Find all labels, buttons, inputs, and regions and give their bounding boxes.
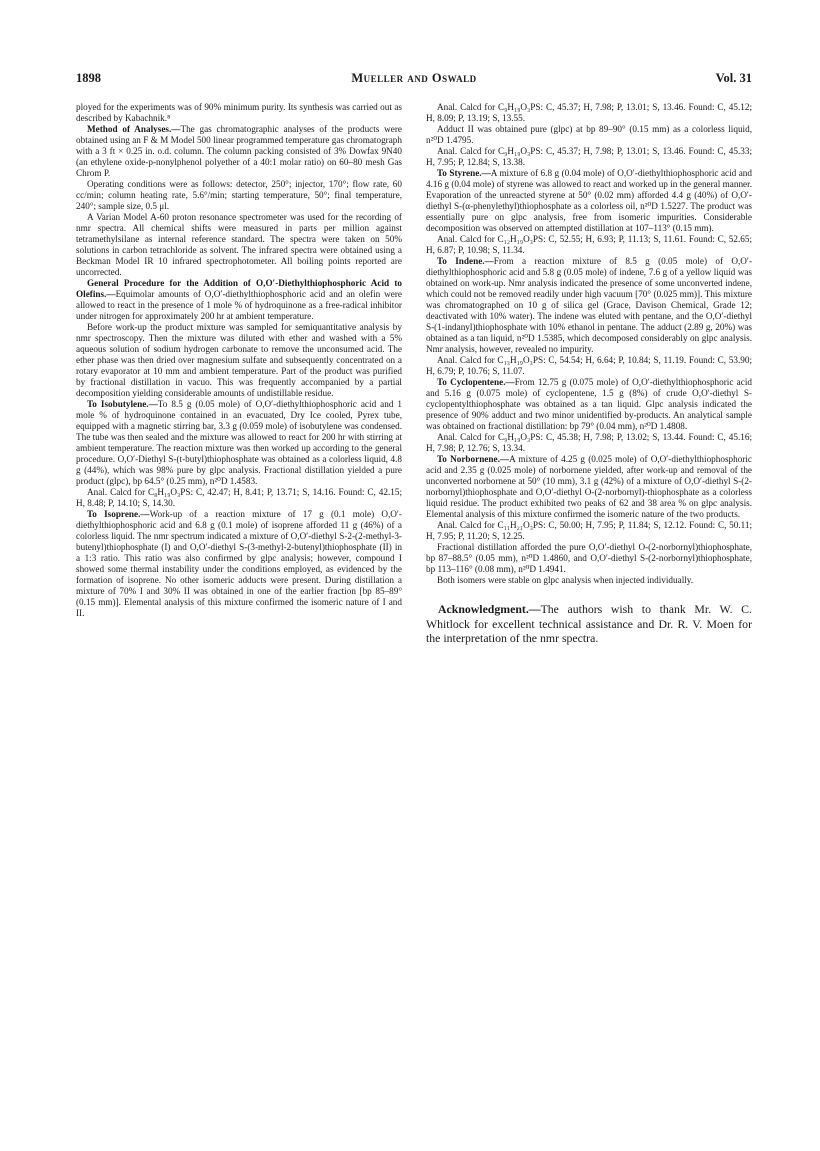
paragraph bbox=[76, 278, 402, 322]
paragraph bbox=[426, 168, 752, 234]
paragraph bbox=[426, 377, 752, 432]
paragraph-text: Anal. Calcd for C₉H₁₉O₃PS: C, 45.38; H, 7.98; P, 13.02; S, 13.44. Found: C, 45.16; H, 7.98; P, 12.76; S, 13.34. bbox=[426, 432, 752, 453]
section-heading: Method of Analyses.— bbox=[87, 124, 181, 134]
paragraph-text: To 8.5 g (0.05 mole) of O,O′-diethylthiophosphoric acid and 1 mole % of hydroquinone contained in an evacuated, Dry Ice cooled, Pyrex tube, equipped with a magnetic stirring bar, 3.3 g (0.059 mole) of isobutylene was condensed. The tube was then sealed and the mixture was allowed to react for 200 hr with stirring at ambient temperature. The reaction mixture was then worked up according to the general procedure. O,O′-Diethyl S-(t-butyl)thiophosphate was obtained as a colorless liquid, 4.8 g (44%), which was 98% pure by glpc analysis. Fractional distillation yielded a pure product (glpc), bp 64.5° (0.25 mm), n²⁰D 1.4583. bbox=[76, 399, 402, 486]
acknowledgment-heading: Acknowledgment.— bbox=[438, 602, 541, 616]
paragraph-text: A mixture of 4.25 g (0.025 mole) of O,O′-diethylthiophosphoric acid and 2.35 g (0.025 mole) of norbornene yielded, after work-up and removal of the unconverted norbornene at 50° (10 mm), 3.1 g (42%) of a mixture of O,O′-diethyl S-(2-norbornyl)thiophosphate and O,O′-diethyl O-(2-norbornyl)-thiophosphate as a colorless liquid residue. The product exhibited two peaks of 62 and 38 area % on glpc analysis. Elemental analysis of this mixture confirmed the isomeric nature of the two products. bbox=[426, 454, 752, 519]
paragraph bbox=[426, 256, 752, 355]
paragraph-text: Work-up of a reaction mixture of 17 g (0.1 mole) O,O′-diethylthiophosphoric acid and 6.8 g (0.1 mole) of isoprene afforded 11 g (46%) of a colorless liquid. The nmr spectrum indicated a mixture of O,O′-diethyl S-2-(2-methyl-3-butenyl)thiophosphate (I) and O,O′-diethyl S-(3-methyl-2-butenyl)thiophosphate (II) in a 1:3 ratio. This ratio was also confirmed by glpc analysis; however, compound I showed some thermal instability under the conditions employed, as evidenced by the formation of isoprene. No other isomeric adducts were present. During distillation a mixture of 70% I and 30% II was obtained in one of the earlier fraction [bp 85–89° (0.15 mm)]. Elemental analysis of this mixture confirmed the isomeric nature of I and II. bbox=[76, 509, 402, 618]
paragraph-text: Anal. Calcd for C₁₃H₁₉O₃PS: C, 54.54; H, 6.64; P, 10.84; S, 11.19. Found: C, 53.90; H, 6.79; P, 10.76; S, 11.07. bbox=[426, 355, 752, 376]
paragraph bbox=[426, 542, 752, 575]
paragraph-text: Anal. Calcd for C₁₁H₂₁O₃PS: C, 50.00; H, 7.95; P, 11.84; S, 12.12. Found: C, 50.11; H, 7.95; P, 11.20; S, 12.25. bbox=[426, 520, 752, 541]
right-column-paragraphs bbox=[426, 102, 752, 586]
page-number: 1898 bbox=[76, 71, 101, 85]
paragraph bbox=[426, 454, 752, 520]
section-heading: General Procedure for the Addition of O,O′-Diethylthiophosphoric Acid to Olefins.— bbox=[76, 278, 402, 299]
paragraph bbox=[76, 322, 402, 399]
paragraph-text: Equimolar amounts of O,O′-diethylthiophosphoric acid and an olefin were allowed to react in the presence of 1 mole % of hydroquinone as a free-radical inhibitor under nitrogen for approximately 200 hr at ambient temperature. bbox=[76, 289, 402, 321]
paragraph bbox=[426, 102, 752, 124]
volume-label: Vol. 31 bbox=[715, 71, 752, 85]
section-heading: To Styrene.— bbox=[437, 168, 491, 178]
page-header bbox=[76, 71, 752, 87]
paragraph-text: From a reaction mixture of 8.5 g (0.05 mole) of O,O′-diethylthiophosphoric acid and 5.8 g (0.05 mole) of indene, 7.6 g of a yellow liquid was obtained on work-up. Nmr analysis indicated the presence of some unconverted indene, which could not be removed readily under high vacuum [70° (0.025 mm)]. This mixture was chromatographed on 10 g of silica gel (Grace, Davison Chemical, Grade 12; deactivated with 10% water). The indene was eluted with pentane, and the O,O′-diethyl S-(1-indanyl)thiophosphate with 10% ethanol in pentane. The adduct (2.89 g, 20%) was obtained as a tan liquid, n²⁰D 1.5385, which decomposed considerably on glpc analysis. Nmr analysis, however, revealed no impurity. bbox=[426, 256, 752, 354]
left-column bbox=[76, 102, 402, 619]
paragraph-text: ployed for the experiments was of 90% minimum purity. Its synthesis was carried out as described by Kabachnik.⁸ bbox=[76, 102, 402, 123]
paragraph bbox=[76, 487, 402, 509]
paragraph bbox=[426, 146, 752, 168]
paragraph bbox=[426, 575, 752, 586]
running-title: Mueller and Oswald bbox=[351, 71, 477, 85]
paragraph bbox=[426, 234, 752, 256]
paragraph-text: Anal. Calcd for C₈H₁₉O₃PS: C, 42.47; H, 8.41; P, 13.71; S, 14.16. Found: C, 42.15; H, 8.48; P, 14.10; S, 14.30. bbox=[76, 487, 402, 508]
paragraph bbox=[426, 355, 752, 377]
section-heading: To Indene.— bbox=[437, 256, 494, 266]
acknowledgment bbox=[426, 602, 752, 646]
paragraph-text: Before work-up the product mixture was sampled for semiquantitative analysis by nmr spectroscopy. Then the mixture was diluted with ether and washed with a 5% aqueous solution of sodium hydrogen carbonate to remove the unconsumed acid. The ether phase was then dried over magnesium sulfate and subsequently concentrated on a rotary evaporator at 10 mm and ambient temperature. Part of the product was purified by fractional distillation in vacuo. This was frequently accompanied by a partial decomposition yielding considerable amounts of undistillable residue. bbox=[76, 322, 402, 398]
paragraph bbox=[76, 102, 402, 124]
right-column bbox=[426, 102, 752, 646]
paragraph-text: A Varian Model A-60 proton resonance spectrometer was used for the recording of nmr spectra. All chemical shifts were measured in parts per million against tetramethylsilane as internal reference standard. The spectra were taken on 50% solutions in carbon tetrachloride as solvent. The infrared spectra were obtained using a Beckman Model IR 10 infrared spectrophotometer. All boiling points reported are uncorrected. bbox=[76, 212, 402, 277]
paragraph-text: Adduct II was obtained pure (glpc) at bp 89–90° (0.15 mm) as a colorless liquid, n²⁰D 1.4795. bbox=[426, 124, 752, 145]
paragraph-text: Fractional distillation afforded the pure O,O′-diethyl O-(2-norbornyl)thiophosphate, bp 87–88.5° (0.05 mm), n²⁰D 1.4860, and O,O′-diethyl S-(2-norbornyl)thiophosphate, bp 113–116° (0.08 mm), n²⁰D 1.4941. bbox=[426, 542, 752, 574]
section-heading: To Cyclopentene.— bbox=[437, 377, 515, 387]
paragraph bbox=[426, 432, 752, 454]
section-heading: To Norbornene.— bbox=[437, 454, 510, 464]
paragraph bbox=[76, 399, 402, 487]
paragraph-text: A mixture of 6.8 g (0.04 mole) of O,O′-diethylthiophosphoric acid and 4.16 g (0.04 mole) of styrene was allowed to react and worked up in the general manner. Evaporation of the unreacted styrene at 50° (0.02 mm) afforded 4.4 g (40%) of O,O′-diethyl S-(α-phenylethyl)thiophosphate as a colorless oil, n²⁰D 1.5227. The product was essentially pure on glpc analysis, free from isomeric impurities. Considerable decomposition was observed on attempted distillation at 107–113° (0.15 mm). bbox=[426, 168, 752, 233]
paragraph bbox=[426, 520, 752, 542]
paragraph-text: Operating conditions were as follows: detector, 250°; injector, 170°; flow rate, 60 cc/min; column heating rate, 5.6°/min; starting temperature, 50°; final temperature, 240°; sample size, 0.5 μl. bbox=[76, 179, 402, 211]
paragraph-text: Anal. Calcd for C₉H₁₉O₃PS: C, 45.37; H, 7.98; P, 13.01; S, 13.46. Found: C, 45.12; H, 8.09; P, 13.19; S, 13.55. bbox=[426, 102, 752, 123]
paragraph bbox=[76, 179, 402, 212]
paragraph-text: From 12.75 g (0.075 mole) of O,O′-diethylthiophosphoric acid and 5.16 g (0.075 mole) of cyclopentene, 1.5 g (8%) of crude O,O′-diethyl S-cyclopentylthiophosphate was obtained as a tan liquid. Glpc analysis indicated the presence of 90% adduct and two minor unidentified by-products. An analytical sample was obtained on fractional distillation: bp 79° (0.04 mm), n²⁰D 1.4808. bbox=[426, 377, 752, 431]
paragraph-text: Both isomers were stable on glpc analysis when injected individually. bbox=[437, 575, 694, 585]
paragraph bbox=[76, 509, 402, 619]
paragraph-text: The gas chromatographic analyses of the products were obtained using an F & M Model 500 linear programmed temperature gas chromatograph with a 3 ft × 0.25 in. o.d. column. The column packing consisted of 3% Dowfax 9N40 (an ethylene oxide-p-nonylphenol polyether of a 40:1 molar ratio) on 60–80 mesh Gas Chrom P. bbox=[76, 124, 402, 178]
paragraph-text: Anal. Calcd for C₁₂H₁₉O₃PS: C, 52.55; H, 6.93; P, 11.13; S, 11.61. Found: C, 52.65; H, 6.87; P, 10.98; S, 11.34. bbox=[426, 234, 752, 255]
paragraph bbox=[76, 212, 402, 278]
section-heading: To Isobutylene.— bbox=[87, 399, 158, 409]
paragraph bbox=[426, 124, 752, 146]
acknowledgment-text: The authors wish to thank Mr. W. C. Whitlock for excellent technical assistance and Dr. R. V. Moen for the interpretation of the nmr spectra. bbox=[426, 602, 752, 645]
section-heading: To Isoprene.— bbox=[87, 509, 150, 519]
paragraph-text: Anal. Calcd for C₉H₁₉O₃PS: C, 45.37; H, 7.98; P, 13.01; S, 13.46. Found: C, 45.33; H, 7.95; P, 12.84; S, 13.38. bbox=[426, 146, 752, 167]
paragraph bbox=[76, 124, 402, 179]
